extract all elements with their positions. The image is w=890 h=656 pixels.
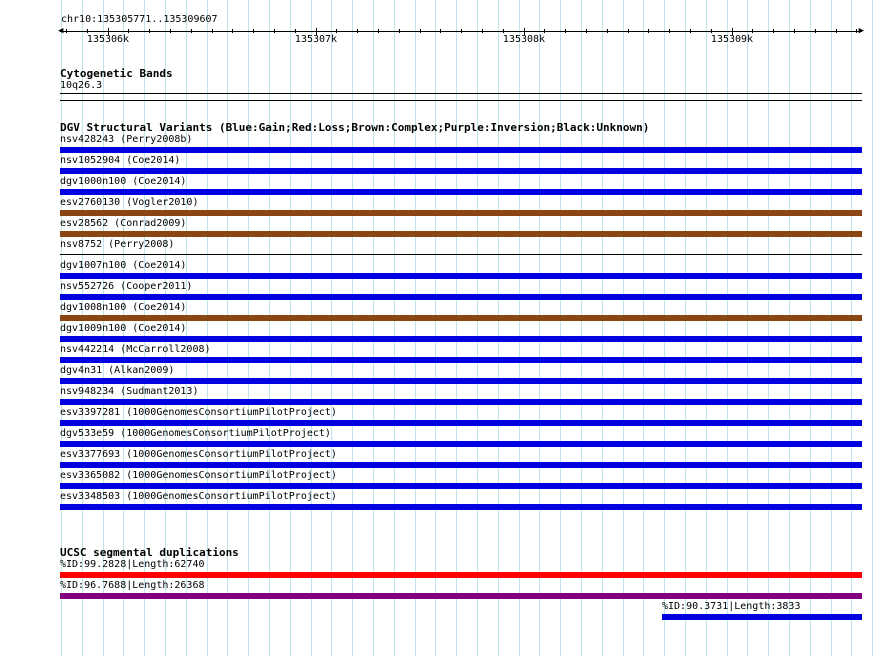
dgv-variant-label[interactable]: dgv1000n100 (Coe2014) <box>60 176 187 187</box>
dgv-variant-bar[interactable] <box>60 462 862 468</box>
ruler-minor-tick <box>378 29 379 33</box>
grid-line <box>477 0 478 656</box>
grid-line <box>789 0 790 656</box>
grid-line <box>456 0 457 656</box>
cytoband-band-top <box>60 93 862 94</box>
grid-line <box>498 0 499 656</box>
grid-line <box>519 0 520 656</box>
grid-line <box>810 0 811 656</box>
grid-line <box>352 0 353 656</box>
grid-line <box>872 0 873 656</box>
grid-line <box>831 0 832 656</box>
segdup-track-title: UCSC segmental duplications <box>60 546 239 559</box>
ruler-minor-tick <box>232 29 233 33</box>
ruler-minor-tick <box>648 29 649 33</box>
ruler-minor-tick <box>815 29 816 33</box>
segdup-bar[interactable] <box>60 572 862 578</box>
grid-line <box>747 0 748 656</box>
ruler-minor-tick <box>66 29 67 33</box>
ruler-minor-tick <box>316 29 317 33</box>
grid-line <box>768 0 769 656</box>
dgv-variant-label[interactable]: esv3377693 (1000GenomesConsortiumPilotProject) <box>60 449 337 460</box>
dgv-variant-label[interactable]: dgv533e59 (1000GenomesConsortiumPilotProject) <box>60 428 331 439</box>
dgv-variant-bar[interactable] <box>60 273 862 279</box>
dgv-variant-bar[interactable] <box>60 504 862 510</box>
dgv-variant-label[interactable]: nsv428243 (Perry2008b) <box>60 134 193 145</box>
grid-line <box>727 0 728 656</box>
dgv-variant-label[interactable]: nsv948234 (Sudmant2013) <box>60 386 199 397</box>
ruler-tick-label: 135308k <box>502 34 546 45</box>
ruler-minor-tick <box>544 29 545 33</box>
dgv-variant-label[interactable]: dgv1007n100 (Coe2014) <box>60 260 187 271</box>
grid-line <box>539 0 540 656</box>
ruler-minor-tick <box>295 29 296 33</box>
ruler-minor-tick <box>586 29 587 33</box>
ruler-left-arrow-icon: ◀ <box>58 26 64 36</box>
dgv-variant-bar[interactable] <box>60 399 862 405</box>
dgv-variant-label[interactable]: esv3348503 (1000GenomesConsortiumPilotProject) <box>60 491 337 502</box>
ruler-minor-tick <box>607 29 608 33</box>
dgv-variant-bar[interactable] <box>60 378 862 384</box>
dgv-variant-bar[interactable] <box>60 294 862 300</box>
ruler-tick-label: 135306k <box>86 34 130 45</box>
ruler-minor-tick <box>149 29 150 33</box>
ruler-minor-tick <box>482 29 483 33</box>
ruler-tick-label: 135309k <box>710 34 754 45</box>
ruler-minor-tick <box>212 29 213 33</box>
grid-line <box>248 0 249 656</box>
ruler-minor-tick <box>794 29 795 33</box>
ruler-minor-tick <box>503 29 504 33</box>
ruler-minor-tick <box>524 29 525 33</box>
ruler-minor-tick <box>565 29 566 33</box>
dgv-variant-label[interactable]: nsv442214 (McCarroll2008) <box>60 344 211 355</box>
cytoband-track-title: Cytogenetic Bands <box>60 67 173 80</box>
cytoband-band-bottom <box>60 100 862 101</box>
ruler-minor-tick <box>399 29 400 33</box>
ruler-minor-tick <box>357 29 358 33</box>
dgv-variant-bar[interactable] <box>60 168 862 174</box>
grid-line <box>581 0 582 656</box>
grid-line <box>685 0 686 656</box>
grid-line <box>706 0 707 656</box>
ruler-minor-tick <box>690 29 691 33</box>
grid-line <box>560 0 561 656</box>
grid-line <box>851 0 852 656</box>
grid-line <box>290 0 291 656</box>
ruler-minor-tick <box>87 29 88 33</box>
dgv-variant-bar[interactable] <box>60 254 862 255</box>
segdup-label[interactable]: %ID:96.7688|Length:26368 <box>60 580 205 591</box>
ruler-minor-tick <box>420 29 421 33</box>
ruler-right-arrow-icon: ▶ <box>858 26 864 36</box>
ruler-minor-tick <box>170 29 171 33</box>
dgv-variant-bar[interactable] <box>60 189 862 195</box>
segdup-label[interactable]: %ID:90.3731|Length:3833 <box>662 601 801 612</box>
cytoband-label[interactable]: 10q26.3 <box>60 80 103 91</box>
ruler-minor-tick <box>274 29 275 33</box>
dgv-variant-label[interactable]: dgv4n31 (Alkan2009) <box>60 365 175 376</box>
ruler-minor-tick <box>461 29 462 33</box>
ruler-tick-label: 135307k <box>294 34 338 45</box>
dgv-variant-bar[interactable] <box>60 210 862 216</box>
ruler-minor-tick <box>836 29 837 33</box>
dgv-variant-label[interactable]: esv3365082 (1000GenomesConsortiumPilotProject) <box>60 470 337 481</box>
segdup-bar[interactable] <box>60 593 862 599</box>
ruler-minor-tick <box>773 29 774 33</box>
grid-line <box>394 0 395 656</box>
grid-line <box>311 0 312 656</box>
dgv-variant-bar[interactable] <box>60 336 862 342</box>
dgv-variant-label[interactable]: nsv552726 (Cooper2011) <box>60 281 193 292</box>
ruler-minor-tick <box>752 29 753 33</box>
segdup-bar[interactable] <box>662 614 862 620</box>
dgv-variant-label[interactable]: nsv1052904 (Coe2014) <box>60 155 181 166</box>
grid-line <box>269 0 270 656</box>
dgv-track-title: DGV Structural Variants (Blue:Gain;Red:Loss;Brown:Complex;Purple:Inversion;Black:Unknown) <box>60 121 650 134</box>
grid-line <box>331 0 332 656</box>
position-ruler[interactable] <box>60 24 862 44</box>
ruler-minor-tick <box>856 29 857 33</box>
ruler-minor-tick <box>732 29 733 33</box>
locus-label: chr10:135305771..135309607 <box>61 14 218 25</box>
dgv-variant-bar[interactable] <box>60 420 862 426</box>
ruler-minor-tick <box>336 29 337 33</box>
grid-line <box>415 0 416 656</box>
ruler-minor-tick <box>128 29 129 33</box>
dgv-variant-bar[interactable] <box>60 357 862 363</box>
dgv-variant-label[interactable]: dgv1009n100 (Coe2014) <box>60 323 187 334</box>
ruler-minor-tick <box>440 29 441 33</box>
segdup-label[interactable]: %ID:99.2828|Length:62740 <box>60 559 205 570</box>
ruler-minor-tick <box>628 29 629 33</box>
grid-line <box>435 0 436 656</box>
ruler-minor-tick <box>253 29 254 33</box>
dgv-variant-bar[interactable] <box>60 441 862 447</box>
dgv-variant-label[interactable]: esv2760130 (Vogler2010) <box>60 197 199 208</box>
ruler-minor-tick <box>669 29 670 33</box>
dgv-variant-bar[interactable] <box>60 483 862 489</box>
grid-line <box>373 0 374 656</box>
grid-line <box>602 0 603 656</box>
dgv-variant-label[interactable]: nsv8752 (Perry2008) <box>60 239 175 250</box>
dgv-variant-label[interactable]: esv3397281 (1000GenomesConsortiumPilotProject) <box>60 407 337 418</box>
dgv-variant-bar[interactable] <box>60 315 862 321</box>
dgv-variant-label[interactable]: esv28562 (Conrad2009) <box>60 218 187 229</box>
dgv-variant-label[interactable]: dgv1008n100 (Coe2014) <box>60 302 187 313</box>
dgv-variant-bar[interactable] <box>60 147 862 153</box>
grid-line <box>623 0 624 656</box>
ruler-minor-tick <box>711 29 712 33</box>
ruler-minor-tick <box>191 29 192 33</box>
grid-line <box>664 0 665 656</box>
ruler-minor-tick <box>108 29 109 33</box>
dgv-variant-bar[interactable] <box>60 231 862 237</box>
grid-line <box>643 0 644 656</box>
